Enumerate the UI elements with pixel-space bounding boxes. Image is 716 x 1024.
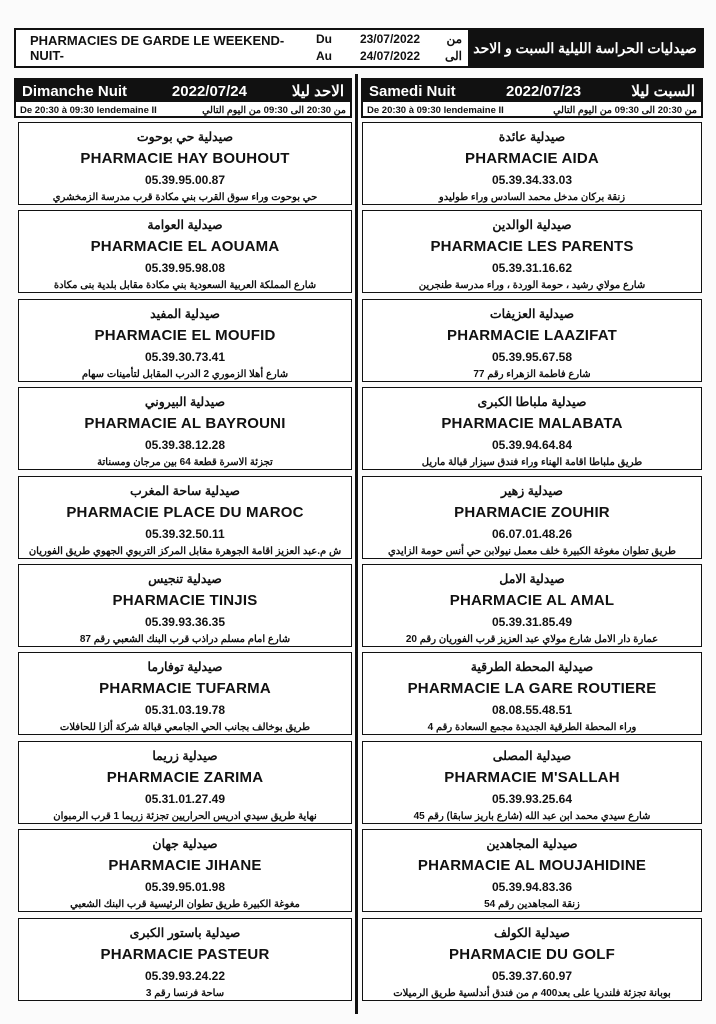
- pharmacy-name-ar: صيدلية البيروني: [144, 395, 226, 409]
- pharmacy-card: [18, 122, 352, 205]
- pharmacy-name-ar: صيدلية زهير: [501, 484, 563, 498]
- pharmacy-name-fr: PHARMACIE HAY BOUHOUT: [80, 150, 290, 167]
- saturday-day-fr: Samedi Nuit: [369, 82, 456, 100]
- pharmacy-address: شارع سيدي محمد ابن عبد الله (شارع باريز سابقا) رقم 45: [413, 811, 651, 822]
- pharmacy-phone: 05.39.95.01.98: [144, 880, 226, 894]
- saturday-header-top: [363, 80, 701, 102]
- pharmacy-address: نهاية طريق سيدي ادريس الحراريين تجزئة زريما 1 قرب الرمبوان: [53, 811, 317, 822]
- pharmacy-card: [362, 741, 702, 824]
- header-title-ar: صيدليات الحراسة الليلية السبت و الاحد: [468, 30, 702, 66]
- sunday-day-fr: Dimanche Nuit: [22, 82, 128, 100]
- pharmacy-name-fr: PHARMACIE MALABATA: [441, 415, 623, 432]
- pharmacy-card: [18, 741, 352, 824]
- pharmacy-name-ar: صيدلية تنجيس: [148, 572, 222, 586]
- sunday-hours-ar: من 20:30 الى 09:30 من اليوم التالي: [202, 104, 346, 116]
- pharmacy-address: شارع مولاي رشيد ، حومة الوردة ، وراء مدرسة طنجرين: [418, 280, 646, 291]
- du-date: 23/07/2022: [359, 32, 420, 46]
- pharmacy-address: ش م.عبد العزيز اقامة الجوهرة مقابل المركز التربوي الجهوي طريق الفوريان: [28, 546, 342, 557]
- pharmacy-address: شارع امام مسلم دراذب قرب البنك الشعبي رقم 87: [79, 634, 291, 645]
- pharmacy-name-ar: صيدلية المحطة الطرقية: [470, 660, 594, 674]
- pharmacy-address: زنقة المجاهدين رقم 54: [484, 899, 580, 910]
- pharmacy-card: [18, 829, 352, 912]
- sunday-header: [14, 78, 352, 118]
- pharmacy-phone: 05.39.30.73.41: [144, 350, 226, 364]
- pharmacy-name-fr: PHARMACIE PASTEUR: [100, 946, 270, 963]
- saturday-date: 2022/07/23: [506, 82, 582, 100]
- au-ar-label: الى: [445, 49, 462, 63]
- pharmacy-name-fr: PHARMACIE TUFARMA: [99, 680, 271, 697]
- pharmacy-phone: 05.39.95.00.87: [144, 173, 226, 187]
- pharmacy-address: شارع المملكة العربية السعودية بني مكادة مقابل بلدية بنى مكادة: [53, 280, 317, 291]
- pharmacy-card: [18, 476, 352, 559]
- pharmacy-name-fr: PHARMACIE EL AOUAMA: [90, 238, 280, 255]
- pharmacy-phone: 05.31.01.27.49: [144, 792, 226, 806]
- pharmacy-address: طريق ملباطا اقامة الهناء وراء فندق سيزار قبالة ماريل: [421, 457, 643, 468]
- pharmacy-name-fr: PHARMACIE AL AMAL: [449, 592, 615, 609]
- pharmacy-phone: 05.39.95.67.58: [491, 350, 573, 364]
- pharmacy-name-ar: صيدلية باستور الكبرى: [129, 926, 241, 940]
- sunday-day-ar: الاحد ليلا: [291, 83, 344, 100]
- pharmacy-name-fr: PHARMACIE AL BAYROUNI: [84, 415, 286, 432]
- pharmacy-name-ar: صيدلية العوامة: [147, 218, 223, 232]
- pharmacy-name-ar: صيدلية حي بوحوت: [136, 130, 234, 144]
- pharmacy-name-ar: صيدلية الامل: [499, 572, 565, 586]
- pharmacy-card: [362, 476, 702, 559]
- pharmacy-address: بوبانة تجزئة فلندريا على بعد400 م من فندق أندلسية طريق الرميلات: [393, 988, 671, 999]
- pharmacy-card: [18, 564, 352, 647]
- pharmacy-address: شارع أهلا الزموري 2 الدرب المقابل لتأمينات سهام: [81, 369, 289, 380]
- pharmacy-phone: 05.39.93.24.22: [144, 969, 226, 983]
- pharmacy-name-fr: PHARMACIE PLACE DU MAROC: [66, 504, 304, 521]
- pharmacy-name-ar: صيدلية ساحة المغرب: [129, 484, 241, 498]
- pharmacy-name-ar: صيدلية الكولف: [493, 926, 571, 940]
- pharmacy-card: [362, 210, 702, 293]
- pharmacy-card: [18, 210, 352, 293]
- pharmacy-phone: 05.39.31.16.62: [491, 261, 573, 275]
- header-banner: [14, 28, 704, 68]
- pharmacy-card: [362, 299, 702, 382]
- pharmacy-address: زنقة بركان مدخل محمد السادس وراء طوليدو: [438, 192, 626, 203]
- pharmacy-address: تجزئة الاسرة قطعة 64 بين مرجان ومسناتة: [97, 457, 273, 468]
- pharmacy-name-fr: PHARMACIE JIHANE: [108, 857, 262, 874]
- au-label: Au: [315, 49, 332, 63]
- saturday-hours: [363, 102, 701, 118]
- du-ar-label: من: [446, 32, 462, 46]
- pharmacy-phone: 06.07.01.48.26: [491, 527, 573, 541]
- pharmacy-address: ساحة فرنسا رقم 3: [145, 988, 225, 999]
- pharmacy-card: [362, 829, 702, 912]
- pharmacy-address: حي بوحوت وراء سوق القرب بني مكادة قرب مدرسة الزمخشري: [52, 192, 318, 203]
- pharmacy-name-fr: PHARMACIE LES PARENTS: [430, 238, 634, 255]
- pharmacy-phone: 05.39.32.50.11: [145, 527, 225, 541]
- pharmacy-card: [362, 918, 702, 1001]
- pharmacy-name-ar: صيدلية المجاهدين: [486, 837, 578, 851]
- header-left: [16, 30, 468, 66]
- pharmacy-address: مغوغة الكبيرة طريق تطوان الرئيسية قرب البنك الشعبي: [70, 899, 300, 910]
- pharmacy-phone: 05.39.93.36.35: [144, 615, 226, 629]
- pharmacy-card: [18, 652, 352, 735]
- pharmacy-address: طريق بوخالف بجانب الحي الجامعي قبالة شركة ألزا للحافلات: [59, 722, 311, 733]
- pharmacy-address: وراء المحطة الطرقية الجديدة مجمع السعادة رقم 4: [427, 722, 637, 733]
- pharmacy-card: [18, 387, 352, 470]
- pharmacy-phone: 05.39.94.64.84: [491, 438, 573, 452]
- pharmacy-name-ar: صيدلية زريما: [152, 749, 218, 763]
- sunday-header-top: [16, 80, 350, 102]
- date-from-row: [316, 31, 462, 48]
- saturday-hours-ar: من 20:30 الى 09:30 من اليوم التالي: [553, 104, 697, 116]
- pharmacy-name-fr: PHARMACIE ZOUHIR: [454, 504, 610, 521]
- sunday-hours-fr: De 20:30 à 09:30 lendemaine II: [20, 104, 157, 116]
- pharmacy-phone: 05.39.93.25.64: [491, 792, 573, 806]
- saturday-hours-fr: De 20:30 à 09:30 lendemaine II: [367, 104, 504, 116]
- pharmacy-name-fr: PHARMACIE AL MOUJAHIDINE: [417, 857, 647, 874]
- pharmacy-name-fr: PHARMACIE ZARIMA: [106, 769, 264, 786]
- pharmacy-name-fr: PHARMACIE M'SALLAH: [444, 769, 620, 786]
- pharmacy-name-ar: صيدلية عائدة: [498, 130, 566, 144]
- pharmacy-phone: 05.39.34.33.03: [491, 173, 573, 187]
- pharmacy-card: [362, 652, 702, 735]
- pharmacy-phone: 05.39.95.98.08: [144, 261, 226, 275]
- pharmacy-phone: 05.39.94.83.36: [491, 880, 573, 894]
- pharmacy-name-fr: PHARMACIE TINJIS: [112, 592, 258, 609]
- pharmacy-name-ar: صيدلية المصلى: [492, 749, 572, 763]
- pharmacy-name-fr: PHARMACIE EL MOUFID: [94, 327, 276, 344]
- pharmacy-phone: 05.39.38.12.28: [144, 438, 226, 452]
- pharmacy-address: شارع فاطمة الزهراء رقم 77: [473, 369, 591, 380]
- pharmacy-name-ar: صيدلية توفارما: [147, 660, 223, 674]
- pharmacy-card: [362, 387, 702, 470]
- pharmacy-name-fr: PHARMACIE DU GOLF: [449, 946, 615, 963]
- pharmacy-card: [18, 299, 352, 382]
- pharmacy-name-ar: صيدلية المفيد: [150, 307, 220, 321]
- pharmacy-name-ar: صيدلية جهان: [152, 837, 218, 851]
- au-date: 24/07/2022: [359, 49, 420, 63]
- pharmacy-name-fr: PHARMACIE LAAZIFAT: [447, 327, 617, 344]
- pharmacy-phone: 05.39.37.60.97: [491, 969, 573, 983]
- pharmacy-card: [362, 564, 702, 647]
- pharmacy-address: عمارة دار الامل شارع مولاي عبد العزيز قرب الفوريان رقم 20: [405, 634, 659, 645]
- pharmacy-name-ar: صيدلية ملباطا الكبرى: [477, 395, 587, 409]
- sunday-date: 2022/07/24: [171, 82, 247, 100]
- date-to-row: [316, 48, 462, 65]
- pharmacy-phone: 05.39.31.85.49: [491, 615, 573, 629]
- pharmacy-name-fr: PHARMACIE AIDA: [465, 150, 599, 167]
- date-range: [316, 31, 462, 65]
- sunday-hours: [16, 102, 350, 118]
- header-title-fr: PHARMACIES DE GARDE LE WEEKEND- NUIT-: [30, 33, 285, 63]
- pharmacy-card: [362, 122, 702, 205]
- pharmacy-phone: 05.31.03.19.78: [144, 703, 226, 717]
- saturday-day-ar: السبت ليلا: [631, 83, 695, 100]
- du-label: Du: [315, 32, 332, 46]
- pharmacy-card: [18, 918, 352, 1001]
- pharmacy-phone: 08.08.55.48.51: [491, 703, 573, 717]
- pharmacy-name-ar: صيدلية الوالدين: [492, 218, 572, 232]
- pharmacy-address: طريق تطوان مغوغة الكبيرة خلف معمل نيولابن حي أنس حومة الزايدي: [387, 546, 677, 557]
- pharmacy-name-ar: صيدلية العزيفات: [489, 307, 575, 321]
- pharmacy-name-fr: PHARMACIE LA GARE ROUTIERE: [407, 680, 657, 697]
- saturday-header: [361, 78, 703, 118]
- column-divider: [355, 74, 358, 1014]
